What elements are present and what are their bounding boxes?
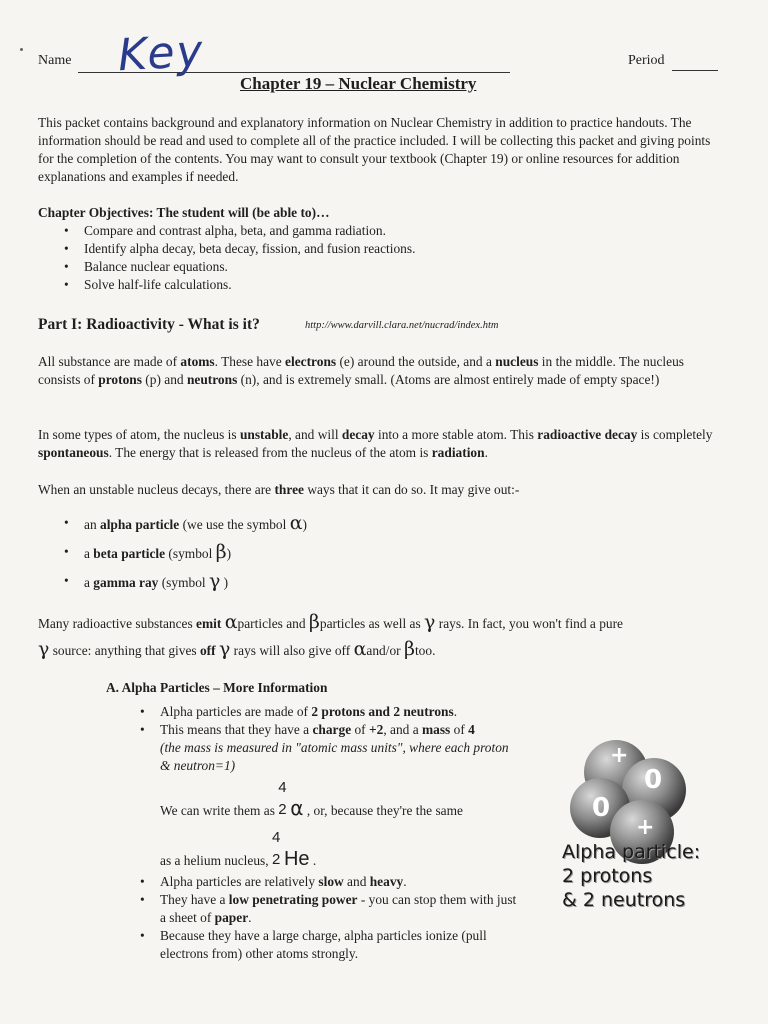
objective-item: • Balance nuclear equations. <box>62 258 562 276</box>
helium-notation-line: as a helium nucleus, 4 2 He . <box>160 835 518 873</box>
list-item: • This means that they have a charge of +2, and a mass of 4 (the mass is measured in "atomic mass units", where each proton & neutron=1) We can write them as 4 2 α , or, because they're the same as a helium nucleus, 4 2 He . <box>138 721 518 873</box>
atoms-paragraph: All substance are made of atoms. These have electrons (e) around the outside, and a nucleus in the middle. The nucleus consists of protons (p) and neutrons (n), and is extremely small. (Atoms are almost entirely made of empty space!) <box>38 354 684 387</box>
part1-heading: Part I: Radioactivity - What is it? <box>38 316 260 333</box>
emission-paragraph: Many radioactive substances emit αparticles and βparticles as well as γ rays. In fact, you won't find a pure γ source: anything that gives off γ rays will also give off αand/or βtoo. <box>38 611 623 660</box>
handwritten-name: Key <box>116 25 206 82</box>
alpha-symbol: α <box>289 512 303 534</box>
radiation-types-list <box>62 514 462 601</box>
section-a-heading: A. Alpha Particles – More Information <box>106 680 328 695</box>
list-item: • a beta particle (symbol β) <box>62 543 462 563</box>
ways-paragraph: When an unstable nucleus decays, there are three ways that it can do so. It may give out:- <box>38 482 520 497</box>
svg-text:+: + <box>610 743 629 768</box>
name-label: Name <box>38 53 72 68</box>
stray-mark <box>20 48 23 51</box>
part1-url-link[interactable]: http://www.darvill.clara.net/nucrad/index.htm <box>305 320 499 331</box>
intro-paragraph: This packet contains background and explanatory information on Nuclear Chemistry in addition to practice handouts. The information should be read and used to complete all of the practice included. I will be collecting this packet and giving points for the completion of the contents. You may want to consult your textbook (Chapter 19) or online resources for addition explanations and examples if needed. <box>38 115 711 184</box>
objectives-list <box>62 222 562 294</box>
decay-paragraph: In some types of atom, the nucleus is unstable, and will decay into a more stable atom. This radioactive decay is completely spontaneous. The energy that is released from the nucleus of the atom is radiation. <box>38 427 713 460</box>
list-item: • Alpha particles are relatively slow and heavy. <box>138 873 518 891</box>
objective-item: • Identify alpha decay, beta decay, fission, and fusion reactions. <box>62 240 562 258</box>
objective-item: • Solve half-life calculations. <box>62 276 562 294</box>
alpha-notation: α <box>290 796 304 820</box>
svg-text:0: 0 <box>644 765 663 795</box>
list-item: • They have a low penetrating power - you can stop them with just a sheet of paper. <box>138 891 518 927</box>
period-field[interactable] <box>672 70 718 71</box>
alpha-facts-list <box>138 703 518 963</box>
mass-atomic-numbers: 4 2 <box>271 829 281 868</box>
list-item: • an alpha particle (we use the symbol α) <box>62 514 462 534</box>
list-item: • a gamma ray (symbol γ ) <box>62 572 462 592</box>
helium-notation: He <box>283 848 310 870</box>
list-item: • Because they have a large charge, alpha particles ionize (pull electrons from) other atoms strongly. <box>138 927 518 963</box>
period-label: Period <box>628 53 665 68</box>
objectives-heading: Chapter Objectives: The student will (be able to)… <box>38 205 330 220</box>
gamma-symbol: γ <box>208 570 221 592</box>
svg-text:+: + <box>636 815 655 840</box>
alpha-notation-line: We can write them as 4 2 α , or, because they're the same <box>160 785 518 823</box>
mass-atomic-numbers: 4 2 <box>278 779 287 818</box>
beta-symbol: β <box>215 541 227 563</box>
objective-item: • Compare and contrast alpha, beta, and gamma radiation. <box>62 222 562 240</box>
svg-text:0: 0 <box>592 793 611 823</box>
page-title: Chapter 19 – Nuclear Chemistry <box>240 74 477 93</box>
figure-caption: Alpha particle: 2 protons & 2 neutrons <box>562 841 701 911</box>
list-item: • Alpha particles are made of 2 protons and 2 neutrons. <box>138 703 518 721</box>
